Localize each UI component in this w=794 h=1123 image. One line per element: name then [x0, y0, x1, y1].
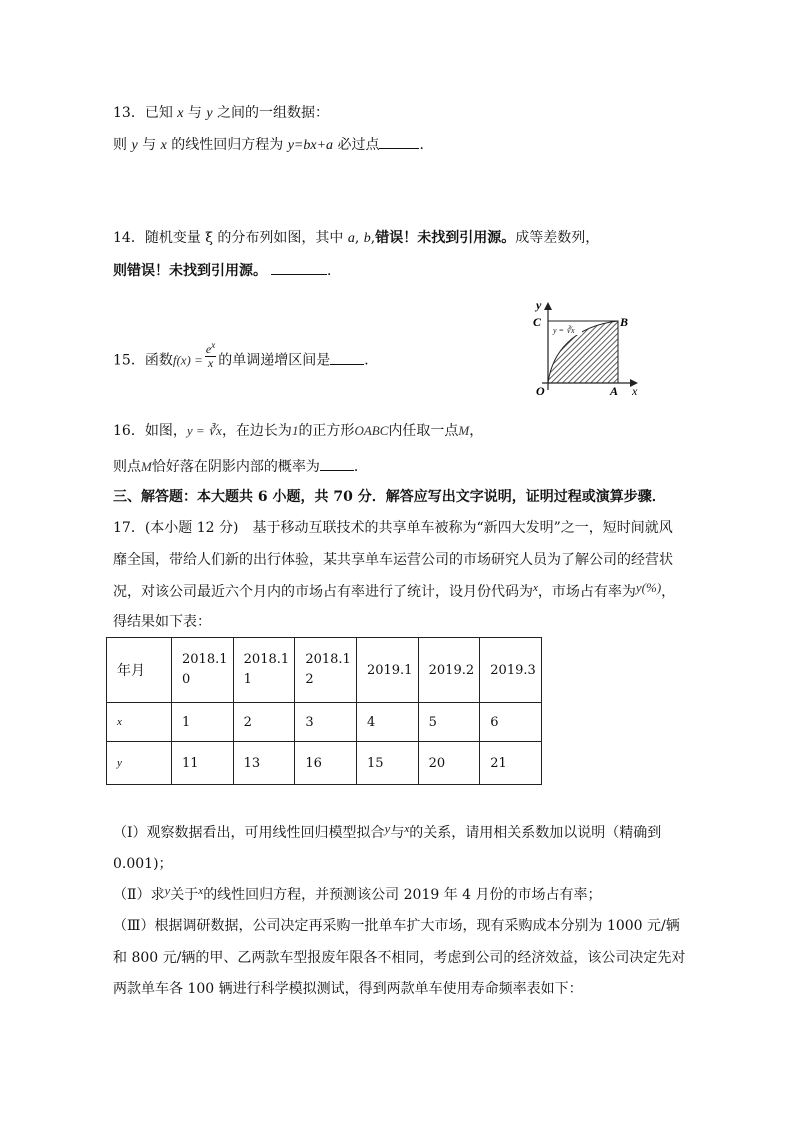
table-cell: 1	[172, 703, 234, 742]
var-y: y	[164, 883, 171, 898]
q17-line1: 17．(本小题 12 分) 基于移动互联技术的共享单车被称为“新四大发明”之一，短时间就风	[113, 520, 673, 536]
table-cell: 6	[480, 703, 542, 742]
table-cell-month: 2019.1	[356, 638, 418, 703]
var-y: y	[384, 821, 391, 836]
label-o: O	[536, 384, 545, 398]
q17-line2: 靡全国，带给人们新的出行体验，某共享单车运营公司的市场研究人员为了解公司的经营状	[113, 552, 673, 568]
table-cell: 11	[172, 742, 234, 785]
market-share-table	[106, 637, 542, 785]
table-cell: 5	[418, 703, 480, 742]
answer-blank	[271, 260, 327, 275]
label-x: x	[632, 384, 638, 398]
var-x: x	[404, 823, 410, 835]
side-length: 1	[291, 423, 299, 438]
q14-line2	[113, 260, 341, 281]
q17-l3-prefix: 况，对该公司最近六个月内的市场占有率进行了统计，设月份代码为	[113, 584, 533, 600]
var-y: y	[206, 106, 213, 121]
section-3-heading: 三、解答题：本大题共 6 小题，共 70 分．解答应写出文字说明，证明过程或演算步骤．	[113, 489, 666, 505]
sep: ,	[354, 230, 364, 246]
part2-prefix: （Ⅱ）求	[113, 887, 165, 903]
q16-prefix: 16．如图，	[113, 423, 187, 439]
label-c: C	[533, 315, 542, 329]
var-y-percent: y(%)	[635, 580, 662, 595]
var-a: a	[347, 231, 355, 246]
var-y: y	[131, 138, 138, 153]
label-a: A	[610, 384, 619, 398]
q13-l2-prefix: 则	[113, 137, 132, 153]
table-cell-month: 2019.3	[480, 638, 542, 703]
part1-mid: 与	[390, 825, 405, 841]
table-cell-month: 2019.2	[418, 638, 480, 703]
q13-l2-suffix: 必过点	[333, 137, 380, 153]
var-b: b	[363, 231, 371, 246]
var-x: x	[533, 582, 538, 594]
table-cell: 15	[356, 742, 418, 785]
q13-mid: 与	[183, 105, 207, 121]
var-x: x	[160, 138, 167, 153]
table-row-months	[107, 638, 542, 703]
q17-line4: 得结果如下表：	[113, 614, 211, 630]
q17-part1-line1	[113, 823, 661, 844]
q13-l2-mid2: 的线性回归方程为	[166, 137, 288, 153]
q17-part3-line1: （Ⅲ）根据调研数据，公司决定再采购一批单车扩大市场，现有采购成本分别为 1000 元/辆	[113, 918, 680, 934]
q14-l2-prefix: 则	[113, 263, 127, 279]
table-cell: 2	[233, 703, 295, 742]
table-cell: 4	[356, 703, 418, 742]
q13-line1	[113, 103, 329, 124]
q16-mid: ，在边长为	[221, 423, 292, 439]
q15-line	[113, 340, 379, 376]
period: ．	[364, 352, 379, 369]
comma: ,	[370, 230, 376, 246]
function-lhs: f(x) =	[172, 352, 203, 368]
q16-line1	[113, 421, 483, 441]
table-cell-month: 2018.1 1	[233, 638, 295, 703]
q13-l2-mid: 与	[137, 137, 161, 153]
q16-l2-suffix: 恰好落在阴影内部的概率为	[151, 459, 320, 475]
q16-l2-prefix: 则点	[113, 459, 141, 475]
point-m: M	[141, 459, 152, 474]
q16-line2	[113, 456, 368, 477]
table-cell: 20	[418, 742, 480, 785]
table-cell-month: 2018.1 2	[295, 638, 357, 703]
q13-prefix: 13．已知	[113, 105, 178, 121]
table-row-x	[107, 703, 542, 742]
table-row-y	[107, 742, 542, 785]
table-cell: 16	[295, 742, 357, 785]
q16-mid3: 内任取一点	[388, 423, 459, 439]
q15-suffix: 的单调递增区间是	[218, 352, 331, 369]
table-header-cell: x	[107, 703, 172, 742]
q17-part1-line2: 0.001)；	[113, 856, 173, 872]
period: ．	[419, 137, 434, 153]
table-cell: 3	[295, 703, 357, 742]
answer-blank	[320, 456, 354, 471]
fraction-numerator: $e^x$	[205, 340, 216, 356]
label-y: y	[536, 298, 542, 312]
answer-blank	[330, 350, 364, 365]
point-m: M	[458, 423, 470, 438]
regression-equation: y=bx+a	[287, 138, 334, 153]
curve-label: y = ∛x	[553, 326, 575, 335]
square-name: OABC	[354, 423, 389, 438]
var-x: x	[198, 885, 204, 897]
var-x: x	[177, 106, 184, 121]
q17-part2	[113, 885, 602, 906]
fraction	[205, 339, 216, 370]
y-arrow-icon	[544, 302, 552, 310]
q13-line2	[113, 134, 433, 156]
part2-mid: 关于	[170, 887, 199, 903]
part1-prefix: （Ⅰ）观察数据看出，可用线性回归模型拟合	[113, 825, 385, 841]
period: ．	[353, 459, 368, 475]
table-header-cell: 年月	[107, 638, 172, 703]
q17-part3-line3: 两款单车各 100 辆进行科学模拟测试，得到两款单车使用寿命频率表如下：	[113, 981, 583, 997]
reference-error: 错误！未找到引用源。	[375, 230, 516, 246]
q16-mid2: 的正方形	[298, 423, 355, 439]
table-header-cell: y	[107, 742, 172, 785]
q13-suffix: 之间的一组数据：	[212, 105, 330, 121]
cube-root-function: y = ∛x	[186, 423, 222, 438]
q14-suffix: 成等差数列，	[515, 230, 600, 246]
part2-suffix: 的线性回归方程，并预测该公司 2019 年 4 月份的市场占有率；	[203, 887, 602, 903]
q17-part3-line2: 和 800 元/辆的甲、乙两款车型报废年限各不相同，考虑到公司的经济效益，该公司决定先对	[113, 950, 686, 966]
fraction-denominator: x	[207, 356, 214, 370]
q17-line3	[113, 582, 675, 603]
q14-line1	[113, 228, 599, 249]
q17-l3-mid: ，市场占有率为	[537, 584, 636, 600]
q15-prefix: 15．函数	[113, 352, 173, 369]
table-cell-month: 2018.1 0	[172, 638, 234, 703]
reference-error: 错误！未找到引用源。	[127, 263, 267, 279]
part1-suffix: 的关系，请用相关系数加以说明（精确到	[409, 825, 662, 841]
answer-blank	[379, 134, 419, 149]
comma: ，	[469, 423, 484, 439]
figure-square-shaded	[528, 298, 644, 398]
table-cell: 21	[480, 742, 542, 785]
comma: ，	[661, 584, 676, 600]
table-cell: 13	[233, 742, 295, 785]
label-b: B	[620, 315, 629, 329]
q14-prefix: 14．随机变量 ξ 的分布列如图，其中	[113, 230, 348, 246]
period: ．	[327, 263, 341, 279]
